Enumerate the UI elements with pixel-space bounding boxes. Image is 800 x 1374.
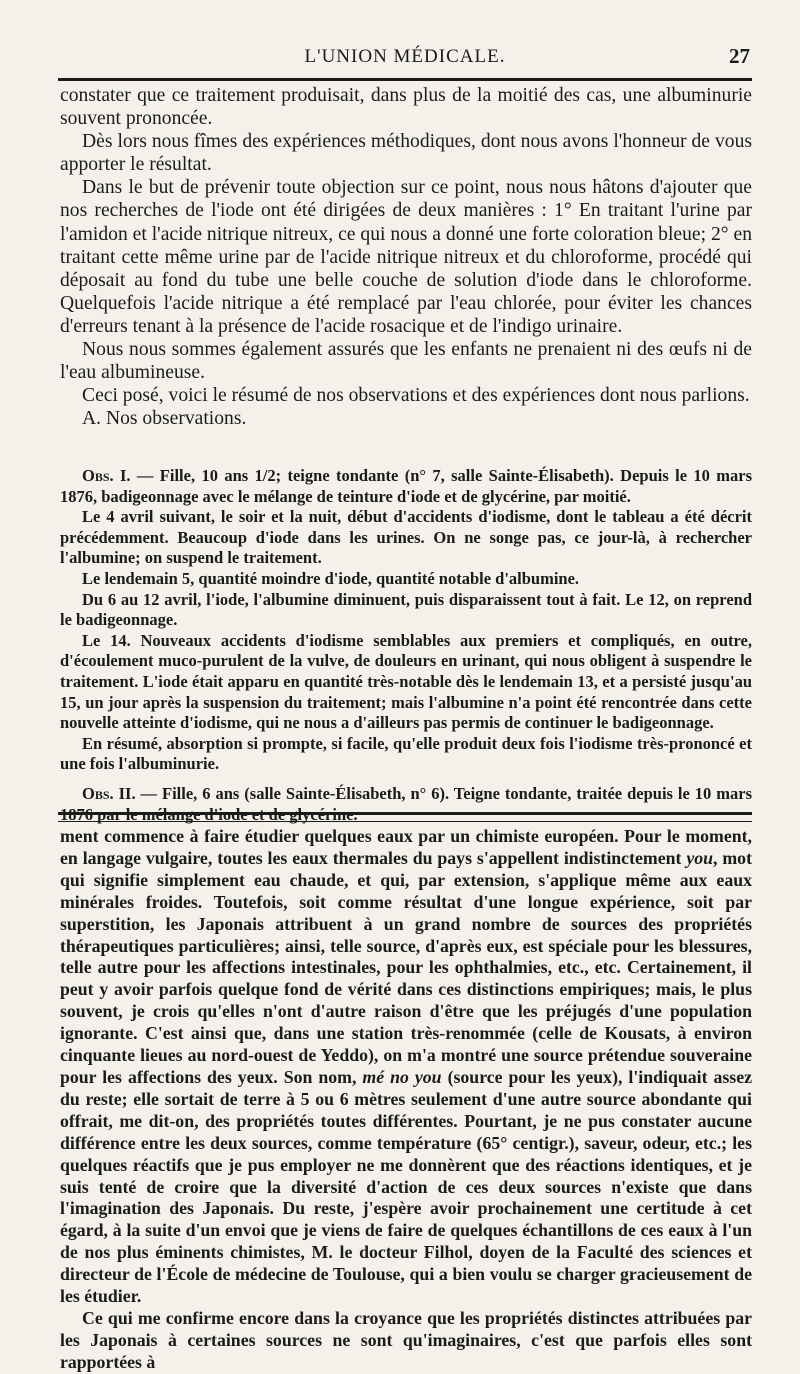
term-you: you	[686, 847, 713, 868]
running-title: L'UNION MÉDICALE.	[304, 46, 506, 67]
feuilleton-text-b: , mot qui signifie simplement eau chaude, et qui, par extension, s'applique même aux eaux minérales froides. Toutefois, soit comme résultat d'une longue expérience, soit par superstition, les Japonais attribuent à un grand nombre de sources des propriétés thérapeutiques particulières; ainsi, telle source, d'après eux, est spéciale pour les blessures, telle autre pour les affections intestinales, pour les ophthalmies, etc., etc. Certainement, il peut y avoir parfois quelque fond de vérité dans ces distinctions empiriques; mais, le plus souvent, je crois qu'elles n'ont d'autre raison d'être que les préjugés d'une population ignorante. C'est ainsi que, dans une station très-renommée (celle de Kousats, à environ cinquante lieues au nord-ouest de Yeddo), on m'a montré une source prétendue souveraine pour les affections des yeux. Son nom,	[60, 847, 752, 1087]
observation-1-text: — Fille, 10 ans 1/2; teigne tondante (n° 7, salle Sainte-Élisabeth). Depuis le 10 mars 1876, badigeonnage avec le mélange de teinture d'iode et de glycérine, par moitié.	[60, 466, 753, 506]
feuilleton-text-c: (source pour les yeux), l'indiquait assez du reste; elle sortait de terre à 5 ou 6 mètres seulement d'une autre source abondante qui offrait, me dit-on, des propriétés toutes différentes. Pourtant, je ne pus constater aucune différence entre les deux sources, comme température (65° centigr.), saveur, odeur, etc.; les quelques réactifs que je pus employer ne me donnèrent que des réactions identiques, et je suis tenté de croire que la diversité d'action de ces deux sources n'existe que dans l'imagination des Japonais. Du reste, j'espère avoir prochainement une certitude à cet égard, à la suite d'un envoi que je viens de faire de quelques échantillons de ces eaux à l'un de nos plus éminents chimistes, M. le docteur Filhol, doyen de la Faculté des sciences et directeur de l'École de médecine de Toulouse, qui a bien voulu se charger gracieusement de les étudier.	[60, 1066, 752, 1307]
observation-1-april-6-12: Du 6 au 12 avril, l'iode, l'albumine diminuent, puis disparaissent tout à fait. Le 12, on reprend le badigeonnage.	[60, 589, 752, 630]
paragraph-summary-intro: Ceci posé, voici le résumé de nos observations et des expériences dont nous parlions.	[82, 385, 750, 407]
observations-block	[60, 466, 752, 825]
running-head	[60, 42, 750, 72]
feuilleton-separator	[58, 812, 752, 822]
header-rule	[58, 78, 752, 81]
paragraph-method: Dans le but de prévenir toute objection sur ce point, nous nous hâtons d'ajouter que nos recherches de l'iode ont été dirigées de deux manières : 1° En traitant l'urine par l'amidon et l'acide nitrique nitreux, ce qui nous a donné une forte coloration bleue; 2° en traitant cette même urine par de l'acide nitrique nitreux et du chloroforme, procédé qui déposait au fond du tube une belle couche de solution d'iode dans le chloroforme. Quelquefois l'acide nitrique a été remplacé par l'eau chlorée, pour éviter les chances d'erreurs tenant à la présence de l'acide rosacique et de l'indigo urinaire.	[60, 177, 752, 337]
paragraph-controls: Nous nous sommes également assurés que les enfants ne prenaient ni des œufs ni de l'eau albumineuse.	[60, 339, 752, 384]
feuilleton-article	[60, 826, 752, 1374]
observation-1-label: Obs. I.	[82, 466, 131, 485]
observation-1-april-4: Le 4 avril suivant, le soir et la nuit, début d'accidents d'iodisme, dont le tableau a été décrit précédemment. Beaucoup d'iode dans les urines. On ne songe pas, ce jour-là, à rechercher l'albumine; on suspend le traitement.	[60, 507, 752, 568]
observation-2-text: — Fille, 6 ans (salle Sainte-Élisabeth, n° 6). Teigne tondante, traitée depuis le 10 mars 1876 par le mélange d'iode et de glycérine.	[60, 783, 752, 824]
observation-1-april-14: Le 14. Nouveaux accidents d'iodisme semblables aux premiers et compliqués, en outre, d'écoulement muco-purulent de la vulve, de douleurs en urinant, qui nous obligent à suspendre le traitement. L'iode était apparu en quantité très-notable dès le lendemain 13, et a persisté jusqu'au 15, un jour après la suspension du traitement; mais l'albumine n'a point été rencontrée dans cette nouvelle atteinte d'iodisme, qui ne nous a d'ailleurs pas permis de continuer le badigeonnage.	[60, 630, 752, 733]
section-heading-observations: A. Nos observations.	[82, 408, 247, 430]
feuilleton-text-a: ment commence à faire étudier quelques eaux par un chimiste européen. Pour le moment, en langage vulgaire, toutes les eaux thermales du pays s'appellent indistinctement	[60, 826, 752, 868]
page-number: 27	[729, 44, 750, 68]
feuilleton-paragraph-1	[60, 826, 752, 1308]
paragraph-experiments: Dès lors nous fîmes des expériences méthodiques, dont nous avons l'honneur de vous apporter le résultat.	[60, 131, 752, 176]
feuilleton-paragraph-2: Ce qui me confirme encore dans la croyance que les propriétés distinctes attribuées par les Japonais à certaines sources ne sont qu'imaginaires, c'est que parfois elles sont rapportées à	[60, 1307, 752, 1372]
observation-1-april-5: Le lendemain 5, quantité moindre d'iode, quantité notable d'albumine.	[82, 568, 580, 588]
observation-2-label: Obs. II.	[82, 783, 136, 803]
paragraph-continuation: constater que ce traitement produisait, dans plus de la moitié des cas, une albuminurie souvent prononcée.	[60, 85, 752, 130]
observation-1-summary: En résumé, absorption si prompte, si facile, qu'elle produit deux fois l'iodisme très-prononcé et une fois l'albuminurie.	[60, 733, 752, 774]
term-me-no-you: mé no you	[362, 1066, 442, 1087]
observation-1	[60, 466, 752, 507]
main-article	[60, 84, 752, 430]
